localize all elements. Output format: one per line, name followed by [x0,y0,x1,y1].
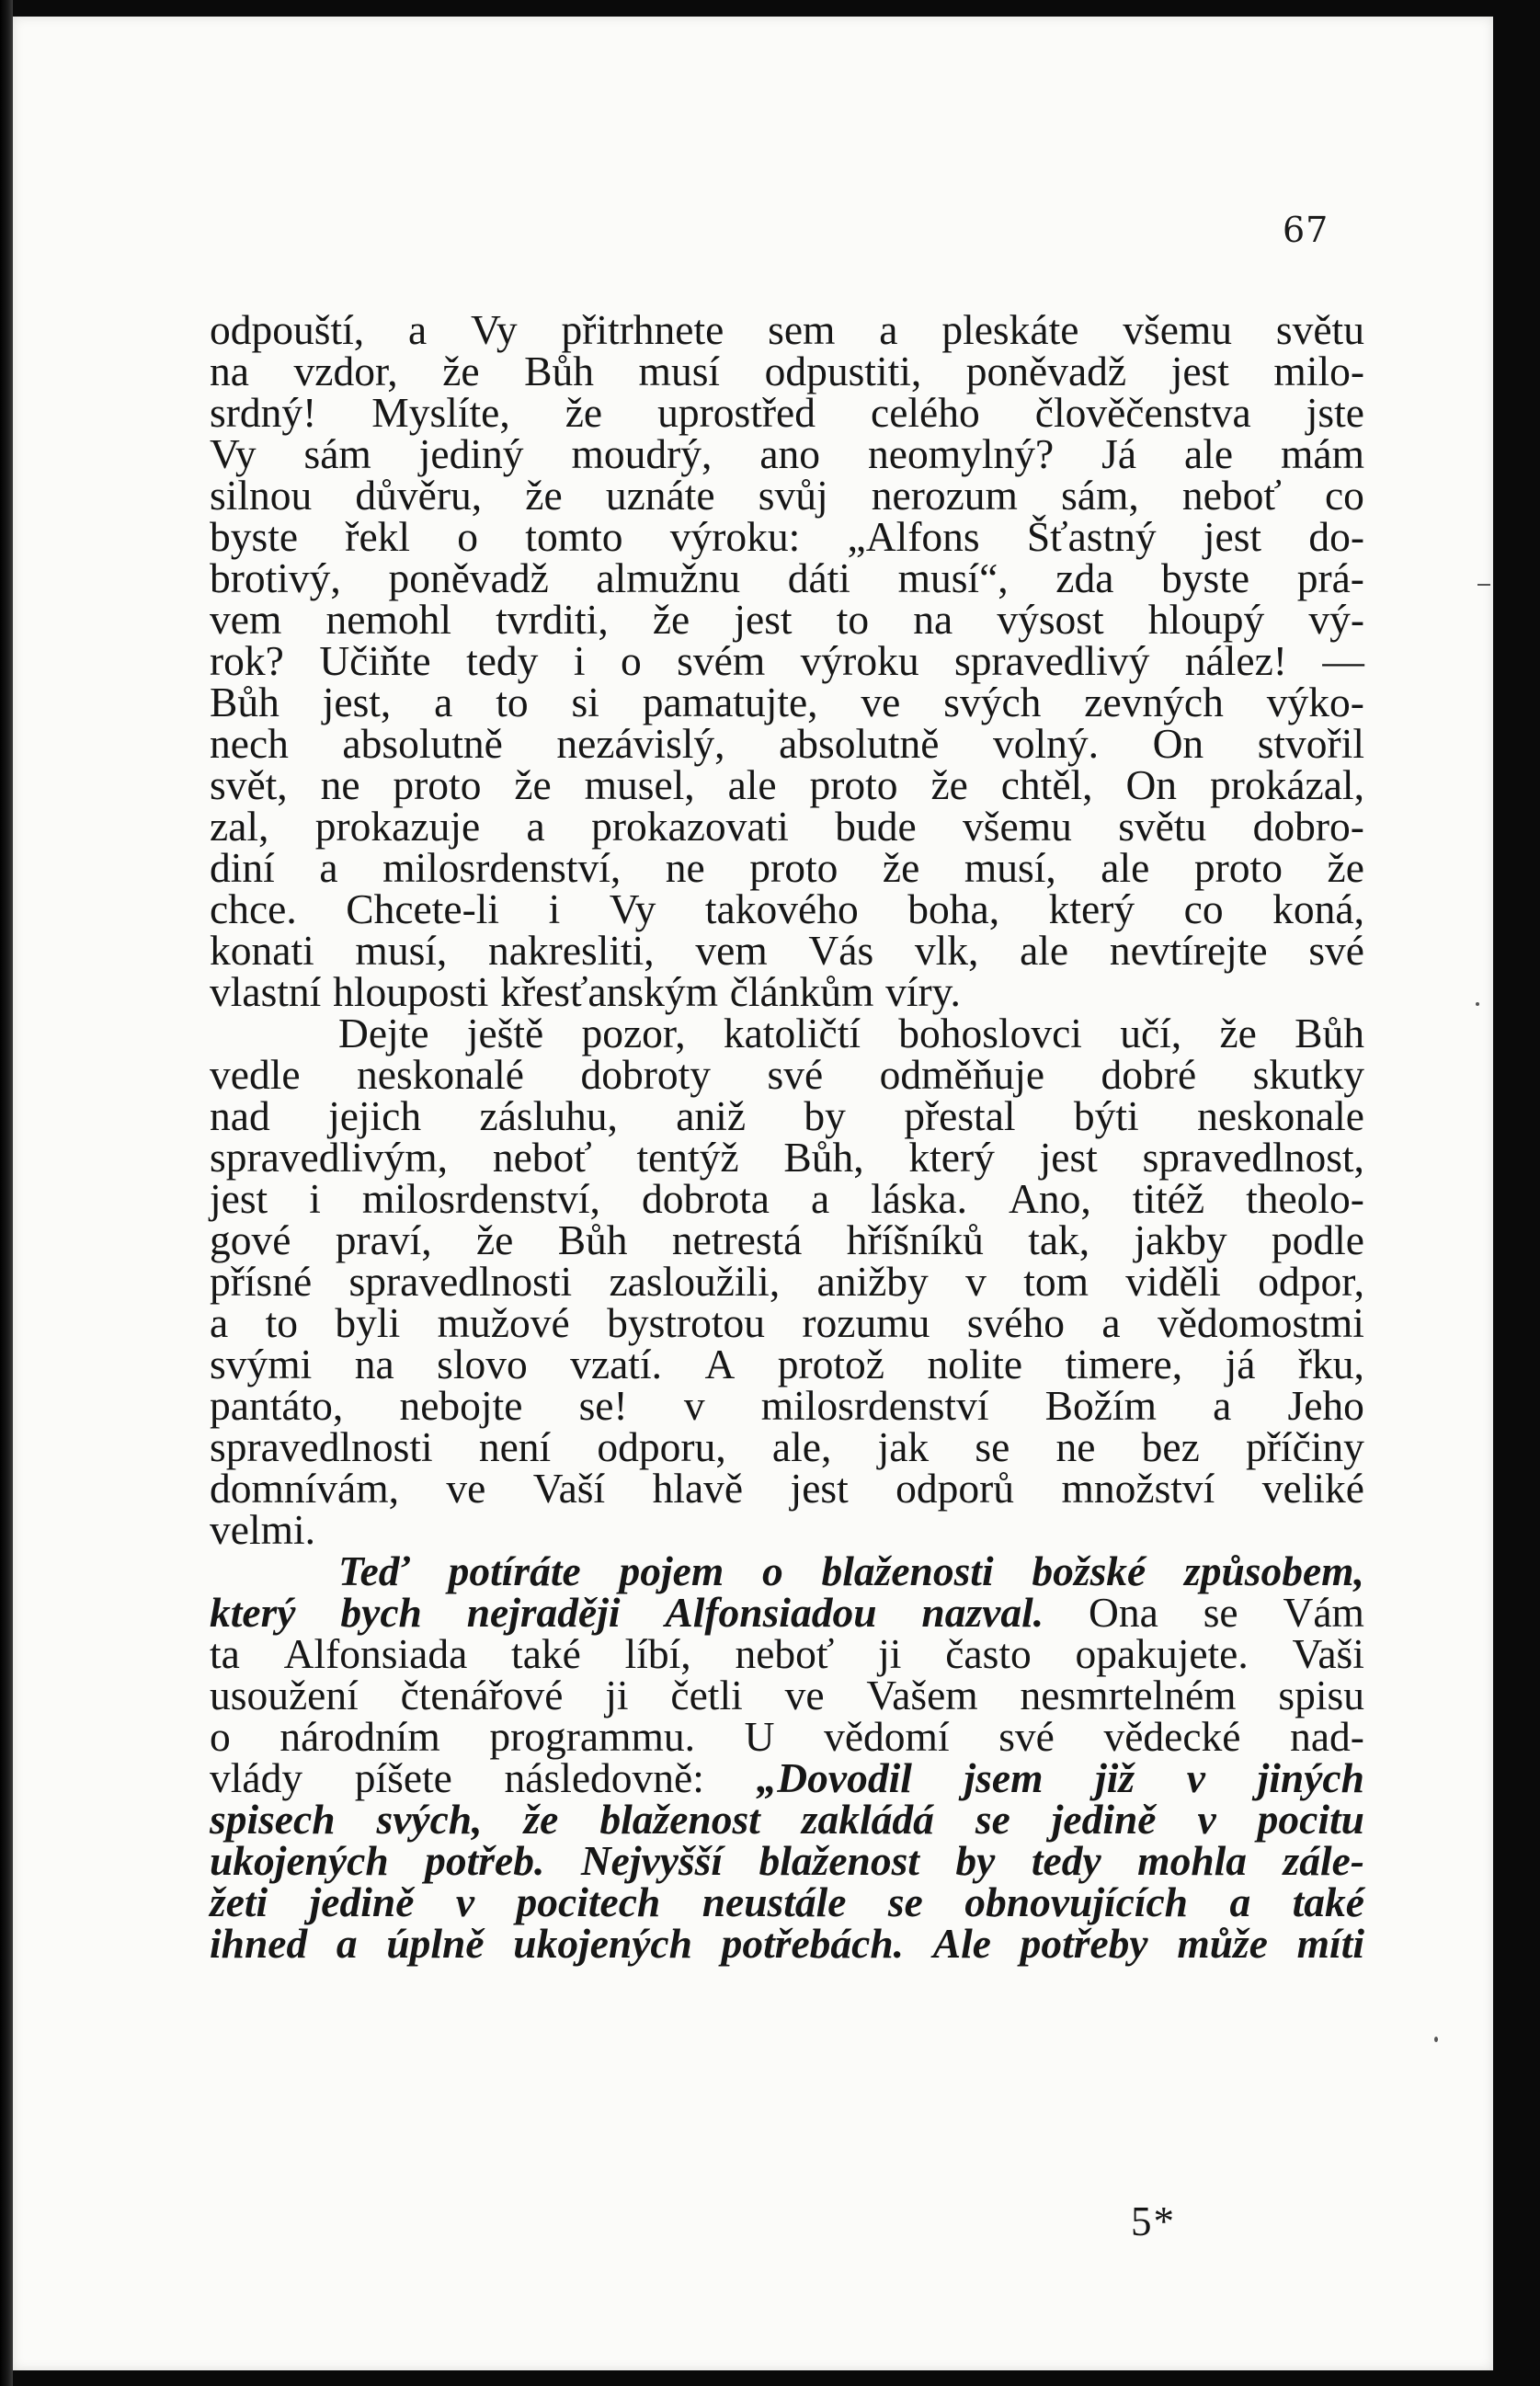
text-line: spisech svých, že blaženost zakládá se jedině v pocitu [210,1796,1364,1843]
text-line: diní a milosrdenství, ne proto že musí, ale proto že [210,844,1364,891]
text-line: spravedlivým, neboť tentýž Bůh, který jest spravedlnost, [210,1134,1364,1181]
text-line: o národním programmu. U vědomí své vědecké nad- [210,1713,1364,1760]
text-line: ihned a úplně ukojených potřebách. Ale potřeby může míti [210,1920,1364,1967]
page-number: 67 [1283,210,1329,250]
text-line: odpouští, a Vy přitrhnete sem a pleskáte všemu světu [210,306,1364,353]
text-line: chce. Chcete-li i Vy takového boha, který co koná, [210,885,1364,932]
text-line: nech absolutně nezávislý, absolutně volný. On stvořil [210,720,1364,767]
scan-edge [0,0,13,2386]
text-line: usoužení čtenářové ji četli ve Vašem nesmrtelném spisu [210,1672,1364,1718]
text-line: ta Alfonsiada také líbí, neboť ji často opakujete. Vaši [210,1630,1364,1677]
text-line: vlády píšete následovně: „Dovodil jsem již v jiných [210,1754,1364,1801]
printer-signature: 5* [1131,2198,1176,2244]
scan-speck [1477,584,1490,586]
text-line: zal, prokazuje a prokazovati bude všemu světu dobro- [210,803,1364,850]
text-line: byste řekl o tomto výroku: „Alfons Šťastný jest do- [210,513,1364,560]
text-line: velmi. [210,1506,315,1553]
text-line: srdný! Myslíte, že uprostřed celého člověčenstva jste [210,389,1364,436]
text-line: gové praví, že Bůh netrestá hříšníků tak, jakby podle [210,1216,1364,1263]
scan-speck [1476,1002,1479,1006]
text-line: svět, ne proto že musel, ale proto že chtěl, On prokázal, [210,761,1364,808]
text-line: vlastní hlouposti křesťanským článkům víry. [210,968,961,1015]
text-line: Teď potíráte pojem o blaženosti božské způsobem, [338,1547,1364,1594]
text-line: brotivý, poněvadž almužnu dáti musí“, zda byste prá- [210,554,1364,601]
body-text [210,306,1364,1967]
text-line: a to byli mužové bystrotou rozumu svého a vědomostmi [210,1299,1364,1346]
text-line: spravedlnosti není odporu, ale, jak se ne bez příčiny [210,1423,1364,1470]
text-line: Dejte ještě pozor, katoličtí bohoslovci učí, že Bůh [338,1010,1364,1056]
text-line: jest i milosrdenství, dobrota a láska. Ano, titéž theolo- [210,1175,1364,1222]
text-line: silnou důvěru, že uznáte svůj nerozum sám, neboť co [210,472,1364,519]
text-line: který bych nejraději Alfonsiadou nazval. Ona se Vám [210,1589,1364,1636]
text-line: domnívám, ve Vaší hlavě jest odporů množství veliké [210,1465,1364,1512]
text-line: vedle neskonalé dobroty své odměňuje dobré skutky [210,1051,1364,1098]
text-line: nad jejich zásluhu, aniž by přestal býti neskonale [210,1092,1364,1139]
text-line: pantáto, nebojte se! v milosrdenství Božím a Jeho [210,1382,1364,1429]
text-line: žeti jedině v pocitech neustále se obnovujících a také [210,1878,1364,1925]
text-line: konati musí, nakresliti, vem Vás vlk, ale nevtírejte své [210,927,1364,974]
text-line: Bůh jest, a to si pamatujte, ve svých zevných výko- [210,679,1364,725]
text-line: svými na slovo vzatí. A protož nolite timere, já řku, [210,1341,1364,1387]
text-line: ukojených potřeb. Nejvyšší blaženost by tedy mohla zále- [210,1837,1364,1884]
scan-speck [1434,2037,1438,2042]
text-line: přísné spravedlnosti zasloužili, anižby v tom viděli odpor, [210,1258,1364,1305]
text-line: na vzdor, že Bůh musí odpustiti, poněvadž jest milo- [210,348,1364,394]
text-line: rok? Učiňte tedy i o svém výroku spravedlivý nález! — [210,637,1364,684]
text-line: vem nemohl tvrditi, že jest to na výsost hloupý vý- [210,596,1364,643]
text-line: Vy sám jediný moudrý, ano neomylný? Já ale mám [210,430,1364,477]
